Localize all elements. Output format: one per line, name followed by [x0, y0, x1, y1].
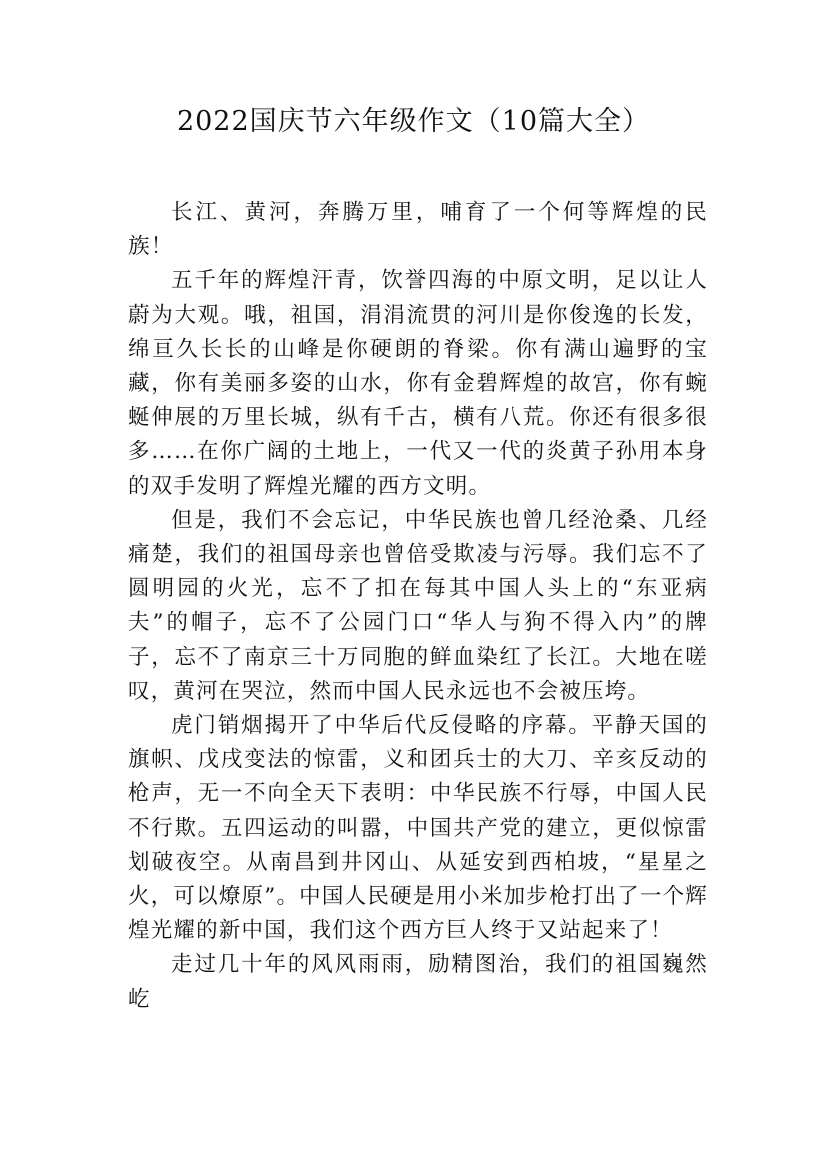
paragraph: 走过几十年的风风雨雨，励精图治，我们的祖国巍然屹	[128, 952, 708, 1012]
document-title: 2022国庆节六年级作文（10篇大全）	[176, 106, 651, 137]
document-body	[128, 196, 708, 1017]
paragraph: 虎门销烟揭开了中华后代反侵略的序幕。平静天国的旗帜、戊戌变法的惊雷，义和团兵士的大刀、辛亥反动的枪声，无一不向全天下表明：中华民族不行辱，中国人民不行欺。五四运动的叫嚣，中国共产党的建立，更似惊雷划破夜空。从南昌到井冈山、从延安到西柏坡，“星星之火，可以燎原”。中国人民硬是用小米加步枪打出了一个辉煌光耀的新中国，我们这个西方巨人终于又站起来了！	[128, 713, 708, 944]
paragraph: 长江、黄河，奔腾万里，哺育了一个何等辉煌的民族！	[128, 200, 708, 260]
paragraph: 五千年的辉煌汗青，饮誉四海的中原文明，足以让人蔚为大观。哦，祖国，涓涓流贯的河川是你俊逸的长发，绵亘久长长的山峰是你硬朗的脊梁。你有满山遍野的宝藏，你有美丽多姿的山水，你有金碧辉煌的故宫，你有蜿蜒伸展的万里长城，纵有千古，横有八荒。你还有很多很多……在你广阔的土地上，一代又一代的炎黄子孙用本身的双手发明了辉煌光耀的西方文明。	[128, 268, 708, 499]
paragraph: 但是，我们不会忘记，中华民族也曾几经沧桑、几经痛楚，我们的祖国母亲也曾倍受欺凌与污辱。我们忘不了圆明园的火光，忘不了扣在每其中国人头上的“东亚病夫”的帽子，忘不了公园门口“华人与狗不得入内”的牌子，忘不了南京三十万同胞的鲜血染红了长江。大地在嗟叹，黄河在哭泣，然而中国人民永远也不会被压垮。	[128, 507, 708, 704]
